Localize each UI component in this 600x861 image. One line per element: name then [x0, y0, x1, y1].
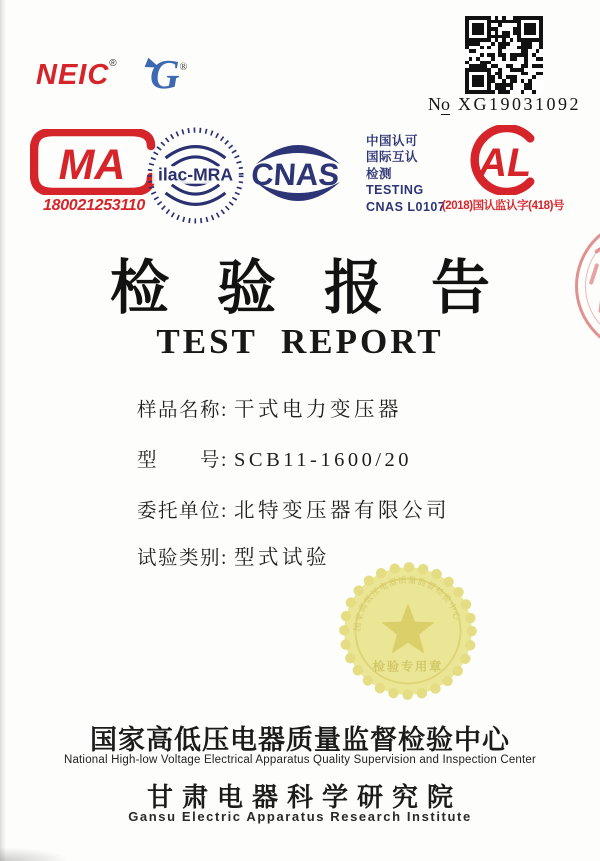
report-title-en: TEST REPORT: [156, 322, 444, 361]
form-field-model: [137, 444, 412, 472]
qr-code: [465, 16, 543, 94]
field-value: 北特变压器有限公司: [234, 500, 450, 522]
ilac-mra-mark-icon: [147, 127, 244, 224]
cma-mark-icon: [30, 129, 162, 195]
cnas-mark-icon: [250, 136, 346, 210]
field-label: 型 号:: [137, 450, 228, 471]
accreditation-line: 国际互认: [366, 150, 419, 165]
report-number-prefix: No: [428, 94, 450, 114]
neic-logo-text: NEIC: [36, 59, 110, 91]
field-label: 试验类别:: [137, 548, 228, 569]
form-field-test-type: [137, 540, 330, 570]
accreditation-line: 中国认可: [366, 134, 419, 148]
ilac-mra-text: ilac-MRA: [157, 164, 234, 185]
accreditation-line: TESTING: [366, 183, 424, 198]
institute-name-en: Gansu Electric Apparatus Research Institute: [128, 809, 472, 824]
cnas-text: CNAS: [250, 157, 341, 192]
accreditation-line: 检测: [366, 166, 393, 181]
registered-mark-icon: ®: [109, 58, 118, 69]
form-field-client: [137, 493, 450, 523]
institute-name-zh: 甘肃电器科学研究院: [146, 782, 462, 812]
gold-embossed-seal: [333, 556, 483, 706]
cal-certificate-number: (2018)国认监认字(418)号: [441, 200, 565, 212]
neic-logo: [36, 58, 118, 92]
cma-certificate-number: 180021253110: [43, 197, 145, 214]
field-label: 委托单位:: [137, 501, 228, 522]
center-name-zh: 国家高低压电器质量监督检验中心: [90, 725, 510, 755]
field-value: 干式电力变压器: [234, 399, 402, 421]
cal-al-text: AL: [478, 140, 532, 185]
field-value: SCB11-1600/20: [234, 449, 413, 471]
registered-mark-icon: ®: [179, 62, 188, 73]
form-field-sample-name: [137, 392, 402, 422]
blue-g-emblem-logo: [150, 50, 187, 98]
cma-ma-text: MA: [58, 141, 126, 189]
center-name-en: National High-low Voltage Electrical Apparatus Quality Supervision and Inspection Center: [63, 754, 537, 766]
accreditation-text-block: [366, 133, 445, 215]
report-number: [428, 94, 593, 115]
field-value: 型式试验: [234, 547, 330, 569]
accreditation-line: CNAS L0107: [366, 199, 446, 214]
cal-mark-icon: [455, 125, 549, 195]
seal-arc-text: 国家高低压电器质量监督检验中心: [351, 574, 463, 632]
report-number-value: XG19031092: [458, 94, 581, 114]
seal-center-text: 检验专用章: [372, 659, 444, 674]
report-title-zh: 检验报告: [109, 255, 538, 321]
g-emblem-letter: G: [150, 51, 180, 97]
field-label: 样品名称:: [137, 400, 228, 421]
